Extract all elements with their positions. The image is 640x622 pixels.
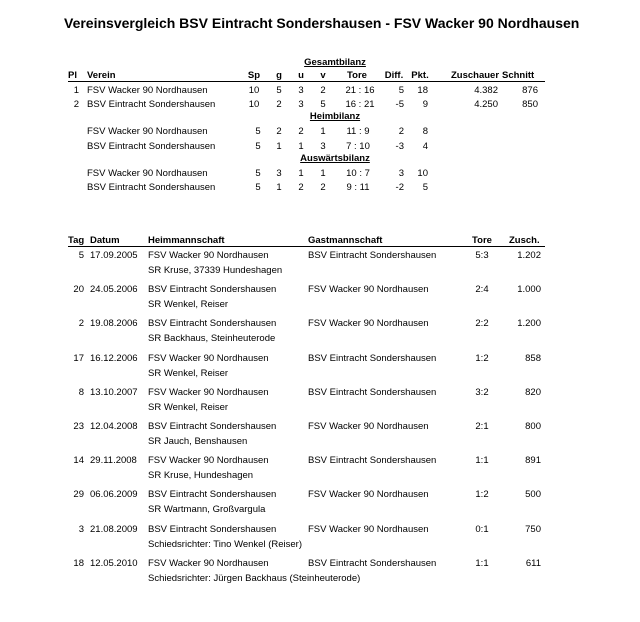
match-datum: 06.06.2009 bbox=[90, 489, 138, 500]
heim-u: 1 bbox=[298, 141, 304, 152]
match-tore: 2:1 bbox=[475, 421, 489, 432]
col-pl: Pl bbox=[68, 70, 77, 81]
match-zuschauer: 1.202 bbox=[517, 250, 541, 261]
col-u: u bbox=[298, 70, 304, 81]
match-tore: 2:4 bbox=[475, 284, 489, 295]
spiele-header-rule bbox=[68, 246, 545, 247]
match-gastmannschaft: BSV Eintracht Sondershausen bbox=[308, 558, 437, 569]
col-tore: Tore bbox=[347, 70, 367, 81]
gesamt-verein: FSV Wacker 90 Nordhausen bbox=[87, 85, 208, 96]
gesamt-pkt: 9 bbox=[422, 99, 428, 110]
heim-verein: BSV Eintracht Sondershausen bbox=[87, 141, 216, 152]
match-heimmannschaft: BSV Eintracht Sondershausen bbox=[148, 524, 277, 535]
heim-tore: 11 : 9 bbox=[346, 126, 370, 137]
match-tag: 2 bbox=[78, 318, 84, 329]
auswaerts-sp: 5 bbox=[255, 168, 261, 179]
heim-pkt: 8 bbox=[422, 126, 428, 137]
col-tore-spiele: Tore bbox=[472, 235, 492, 246]
match-gastmannschaft: BSV Eintracht Sondershausen bbox=[308, 455, 437, 466]
match-schiedsrichter: SR Wartmann, Großvargula bbox=[148, 504, 266, 515]
auswaerts-u: 2 bbox=[298, 182, 304, 193]
match-gastmannschaft: FSV Wacker 90 Nordhausen bbox=[308, 284, 429, 295]
match-tag: 18 bbox=[73, 558, 84, 569]
match-tag: 29 bbox=[73, 489, 84, 500]
match-zuschauer: 800 bbox=[525, 421, 541, 432]
gesamt-pl: 1 bbox=[73, 85, 79, 96]
auswaerts-u: 1 bbox=[298, 168, 304, 179]
auswaerts-tore: 10 : 7 bbox=[346, 168, 370, 179]
heim-pkt: 4 bbox=[422, 141, 428, 152]
gesamt-g: 2 bbox=[276, 99, 282, 110]
auswaerts-diff: 3 bbox=[398, 168, 404, 179]
match-zuschauer: 750 bbox=[525, 524, 541, 535]
gesamt-tore: 16 : 21 bbox=[345, 99, 375, 110]
match-heimmannschaft: BSV Eintracht Sondershausen bbox=[148, 489, 277, 500]
auswaerts-sp: 5 bbox=[255, 182, 261, 193]
match-zuschauer: 891 bbox=[525, 455, 541, 466]
col-diff: Diff. bbox=[384, 70, 404, 81]
match-datum: 12.04.2008 bbox=[90, 421, 138, 432]
match-datum: 29.11.2008 bbox=[90, 455, 137, 466]
match-tag: 17 bbox=[73, 353, 84, 364]
heim-v: 1 bbox=[320, 126, 326, 137]
gesamt-g: 5 bbox=[276, 85, 282, 96]
match-heimmannschaft: FSV Wacker 90 Nordhausen bbox=[148, 387, 269, 398]
match-tore: 1:2 bbox=[475, 489, 489, 500]
match-zuschauer: 500 bbox=[525, 489, 541, 500]
col-datum: Datum bbox=[90, 235, 120, 246]
heim-u: 2 bbox=[298, 126, 304, 137]
col-sp: Sp bbox=[247, 70, 261, 81]
match-datum: 24.05.2006 bbox=[90, 284, 138, 295]
match-tore: 5:3 bbox=[475, 250, 489, 261]
col-zuschauer: Zuschauer bbox=[451, 70, 500, 81]
match-heimmannschaft: FSV Wacker 90 Nordhausen bbox=[148, 250, 269, 261]
col-tag: Tag bbox=[68, 235, 85, 246]
heim-diff: 2 bbox=[398, 126, 404, 137]
auswaerts-pkt: 5 bbox=[422, 182, 428, 193]
match-schiedsrichter: SR Wenkel, Reiser bbox=[148, 299, 229, 310]
match-gastmannschaft: FSV Wacker 90 Nordhausen bbox=[308, 318, 429, 329]
gesamt-sp: 10 bbox=[248, 99, 260, 110]
match-gastmannschaft: BSV Eintracht Sondershausen bbox=[308, 353, 437, 364]
heim-sp: 5 bbox=[255, 126, 261, 137]
match-tore: 1:1 bbox=[475, 455, 489, 466]
auswaerts-v: 1 bbox=[320, 168, 326, 179]
match-gastmannschaft: FSV Wacker 90 Nordhausen bbox=[308, 421, 429, 432]
heim-diff: -3 bbox=[395, 141, 404, 152]
match-schiedsrichter: Schiedsrichter: Tino Wenkel (Reiser) bbox=[148, 539, 302, 550]
auswaerts-g: 3 bbox=[276, 168, 282, 179]
auswaerts-tore: 9 : 11 bbox=[346, 182, 370, 193]
match-tore: 0:1 bbox=[475, 524, 489, 535]
col-heimmannschaft: Heimmannschaft bbox=[148, 235, 225, 246]
match-datum: 12.05.2010 bbox=[90, 558, 138, 569]
auswaerts-verein: FSV Wacker 90 Nordhausen bbox=[87, 168, 208, 179]
bilanz-header-rule bbox=[68, 81, 545, 82]
match-heimmannschaft: BSV Eintracht Sondershausen bbox=[148, 421, 277, 432]
match-schiedsrichter: SR Jauch, Benshausen bbox=[148, 436, 248, 447]
auswaerts-pkt: 10 bbox=[417, 168, 428, 179]
match-zuschauer: 820 bbox=[525, 387, 541, 398]
heim-tore: 7 : 10 bbox=[346, 141, 370, 152]
match-gastmannschaft: FSV Wacker 90 Nordhausen bbox=[308, 524, 429, 535]
match-tore: 1:1 bbox=[475, 558, 489, 569]
match-zuschauer: 1.000 bbox=[517, 284, 541, 295]
auswaerts-v: 2 bbox=[320, 182, 326, 193]
heim-sp: 5 bbox=[255, 141, 261, 152]
match-tag: 8 bbox=[78, 387, 84, 398]
match-tore: 2:2 bbox=[475, 318, 489, 329]
heimbilanz-heading: Heimbilanz bbox=[309, 111, 361, 122]
col-gastmannschaft: Gastmannschaft bbox=[308, 235, 383, 246]
gesamt-verein: BSV Eintracht Sondershausen bbox=[87, 99, 216, 110]
match-datum: 13.10.2007 bbox=[90, 387, 138, 398]
match-heimmannschaft: FSV Wacker 90 Nordhausen bbox=[148, 558, 269, 569]
match-tag: 5 bbox=[78, 250, 84, 261]
gesamt-zuschauer: 4.250 bbox=[474, 99, 498, 110]
heim-verein: FSV Wacker 90 Nordhausen bbox=[87, 126, 208, 137]
gesamt-sp: 10 bbox=[248, 85, 260, 96]
col-v: v bbox=[320, 70, 326, 81]
match-datum: 17.09.2005 bbox=[90, 250, 138, 261]
gesamt-pkt: 18 bbox=[417, 85, 428, 96]
match-schiedsrichter: SR Wenkel, Reiser bbox=[148, 402, 229, 413]
heim-g: 2 bbox=[276, 126, 282, 137]
match-schiedsrichter: SR Wenkel, Reiser bbox=[148, 368, 229, 379]
match-heimmannschaft: BSV Eintracht Sondershausen bbox=[148, 318, 277, 329]
auswaerts-diff: -2 bbox=[395, 182, 404, 193]
match-schiedsrichter: SR Backhaus, Steinheuterode bbox=[148, 333, 276, 344]
auswaerts-g: 1 bbox=[276, 182, 282, 193]
match-tag: 20 bbox=[73, 284, 84, 295]
match-zuschauer: 611 bbox=[525, 558, 541, 569]
match-schiedsrichter: Schiedsrichter: Jürgen Backhaus (Steinheuterode) bbox=[148, 573, 361, 584]
match-heimmannschaft: FSV Wacker 90 Nordhausen bbox=[148, 353, 269, 364]
col-verein: Verein bbox=[87, 70, 116, 81]
match-schiedsrichter: SR Kruse, 37339 Hundeshagen bbox=[148, 265, 283, 276]
heim-v: 3 bbox=[320, 141, 326, 152]
match-gastmannschaft: BSV Eintracht Sondershausen bbox=[308, 387, 437, 398]
gesamt-tore: 21 : 16 bbox=[345, 85, 375, 96]
match-datum: 16.12.2006 bbox=[90, 353, 138, 364]
heim-g: 1 bbox=[276, 141, 282, 152]
page-title: Vereinsvergleich BSV Eintracht Sondershausen - FSV Wacker 90 Nordhausen bbox=[64, 15, 580, 31]
match-heimmannschaft: FSV Wacker 90 Nordhausen bbox=[148, 455, 269, 466]
gesamt-diff: 5 bbox=[398, 85, 404, 96]
gesamt-schnitt: 876 bbox=[522, 85, 538, 96]
gesamt-u: 3 bbox=[298, 99, 304, 110]
auswaertsbilanz-heading: Auswärtsbilanz bbox=[300, 153, 370, 164]
match-tore: 3:2 bbox=[475, 387, 489, 398]
match-zuschauer: 858 bbox=[525, 353, 541, 364]
col-g: g bbox=[276, 70, 282, 81]
match-heimmannschaft: BSV Eintracht Sondershausen bbox=[148, 284, 277, 295]
col-zusch: Zusch. bbox=[509, 235, 540, 246]
match-tag: 14 bbox=[73, 455, 84, 466]
gesamt-u: 3 bbox=[298, 85, 304, 96]
match-schiedsrichter: SR Kruse, Hundeshagen bbox=[148, 470, 254, 481]
gesamt-v: 5 bbox=[320, 99, 326, 110]
match-tore: 1:2 bbox=[475, 353, 489, 364]
match-gastmannschaft: FSV Wacker 90 Nordhausen bbox=[308, 489, 429, 500]
match-datum: 19.08.2006 bbox=[90, 318, 138, 329]
col-pkt: Pkt. bbox=[411, 70, 429, 81]
gesamt-diff: -5 bbox=[395, 99, 404, 110]
match-tag: 3 bbox=[78, 524, 84, 535]
match-zuschauer: 1.200 bbox=[517, 318, 541, 329]
gesamt-v: 2 bbox=[320, 85, 326, 96]
gesamt-zuschauer: 4.382 bbox=[474, 85, 498, 96]
match-datum: 21.08.2009 bbox=[90, 524, 138, 535]
gesamtbilanz-heading: Gesamtbilanz bbox=[304, 57, 366, 68]
match-tag: 23 bbox=[73, 421, 84, 432]
auswaerts-verein: BSV Eintracht Sondershausen bbox=[87, 182, 216, 193]
match-gastmannschaft: BSV Eintracht Sondershausen bbox=[308, 250, 437, 261]
col-schnitt: Schnitt bbox=[502, 70, 535, 81]
gesamt-schnitt: 850 bbox=[522, 99, 538, 110]
gesamt-pl: 2 bbox=[73, 99, 79, 110]
